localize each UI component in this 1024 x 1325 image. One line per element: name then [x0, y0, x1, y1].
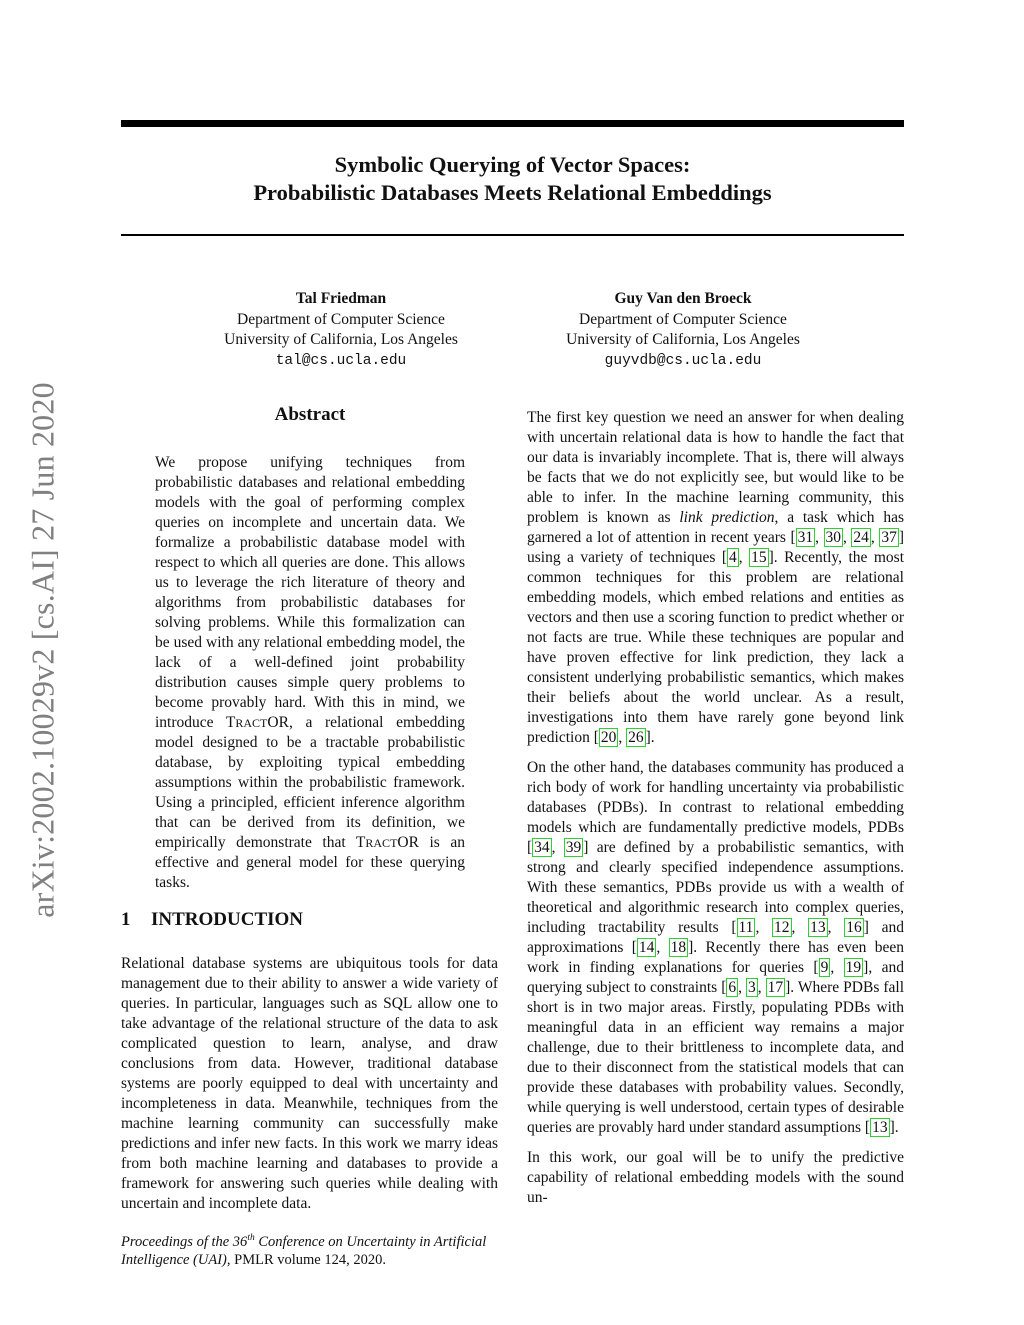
citation-link[interactable]: 24 [853, 529, 869, 546]
footnote-part: Conference on Uncertainty in Artificial Intelligence (UAI) [121, 1233, 487, 1268]
footnote-part: Proceedings of the 36 [121, 1233, 248, 1250]
right-column [527, 408, 904, 1218]
text-run: ], and querying subject to constraints [ [527, 959, 905, 996]
text-run: ]. Recently, the most common techniques for this problem are relational embedding models, which embed relations and entities as vectors and then use a scoring function to predict whether or not facts are true. While these techniques are popular and have proven effective for link prediction, they lack a consistent underlying probabilistic semantics, which makes their beliefs about the world unclear. As a result, investigations into them have rarely gone beyond link prediction [ [527, 549, 904, 746]
author-department: Department of Computer Science [237, 310, 445, 328]
author-university: University of California, Los Angeles [224, 331, 458, 348]
top-rule [121, 120, 904, 127]
citation-link[interactable]: 14 [638, 939, 655, 956]
citation-link[interactable]: 19 [845, 959, 862, 976]
tractor-name [226, 714, 289, 731]
citation-link[interactable]: 4 [729, 549, 737, 566]
paragraph-probabilistic-databases: On the other hand, the databases community has produced a rich body of work for handling uncertainty via probabilistic databases (PDBs). In contrast to relational embedding models which are fundamentally predictive models, PDBs [ 34 , 39 ] are defined by a probabilistic semantics, with strong and clearly specified independence assumptions. With these semantics, PDBs provide us with a wealth of theoretical and algorithmic research into complex queries, including tractability results [ 11 , 12 , 13 , 16 ] and approximations [ 14 , 18 ]. Recently there has even been work in finding explanations for queries [ 9 , 19 ], and querying subject to constraints [ 6 , 3 , 17 ]. Where PDBs fall short is in two major areas. Firstly, populating PDBs with meaningful data in an efficient way remains a major challenge, due to their brittleness to incomplete data, and due to their disconnect from the statistical models that can provide these databases with probability values. Secondly, while querying is well understood, certain types of desirable queries are provably hard under standard assumptions [ 13 ]. [527, 759, 905, 1136]
paper-title [121, 151, 904, 207]
tractor-smallcaps: RACT [235, 716, 268, 730]
tractor-suffix: OR [397, 834, 419, 851]
citation-link[interactable]: 16 [846, 919, 862, 936]
abstract-text-part: We propose unifying techniques from probabilistic databases and relational embedding models with the goal of performing complex queries on incomplete and uncertain data. We formalize a probabilistic database model with respect to which all queries are done. This allows us to leverage the rich literature of theory and algorithms from probabilistic databases for solving problems. While this formalization can be used with any relational embedding model, the lack of a well-defined joint probability distribution causes simple query problems to become provably hard. With this in mind, we introduce [155, 454, 465, 731]
tractor-name [356, 834, 419, 851]
citation-link[interactable]: 6 [728, 979, 737, 996]
citation-link[interactable]: 11 [738, 919, 754, 936]
title-line-1: Symbolic Querying of Vector Spaces: [334, 152, 691, 177]
title-bottom-rule [121, 234, 904, 236]
text-run: ] and approximations [ [527, 919, 905, 956]
author-name: Tal Friedman [295, 290, 387, 307]
text-run: On the other hand, the databases community has produced a rich body of work for handling uncertainty via probabilistic databases (PDBs). In contrast to relational embedding models which are fundamentally predictive models, PDBs [ [527, 759, 904, 856]
paragraph-link-prediction: The first key question we need an answer for when dealing with uncertain relational data is how to handle the fact that our data is invariably incomplete. That is, there will always be facts that we do not explicitly see, but would like to be able to infer. In the machine learning community, this problem is known as link prediction, a task which has garnered a lot of attention in recent years [ 31 , 30 , 24 , 37 ] using a variety of techniques [ 4 , 15 ]. Recently, the most common techniques for this problem are relational embedding models, which embed relations and entities as vectors and then use a scoring function to predict whether or not facts are true. While these techniques are popular and have proven effective for link prediction, they lack a consistent underlying probabilistic semantics, which makes their beliefs about the world unclear. As a result, investigations into them have rarely gone beyond link prediction [ 20 , 26 ]. [527, 409, 904, 746]
citation-link[interactable]: 26 [628, 729, 644, 746]
arxiv-stamp: arXiv:2002.10029v2 [cs.AI] 27 Jun 2020 [24, 382, 61, 918]
text-run: , a task which has garnered a lot of attention in recent years [ [527, 509, 904, 546]
introduction-text: Relational database systems are ubiquitous tools for data management due to their ability to answer a wide variety of queries. In particular, languages such as SQL allow one to take advantage of the relational structure of the data to ask complicated question to learn, analyse, and draw conclusions from data. However, traditional database systems are poorly equipped to deal with uncertainty and incompleteness in data. Meanwhile, techniques from the machine learning community can successfully make predictions and infer new facts. In this work we marry ideas from both machine learning and databases to provide a framework for answering such queries while dealing with uncertain and incomplete data. [121, 955, 498, 1212]
text-run: ]. [889, 1119, 899, 1136]
proceedings-footnote [121, 1229, 501, 1269]
footnote-part: , PMLR volume 124, 2020. [226, 1251, 386, 1268]
author-university: University of California, Los Angeles [566, 331, 800, 348]
citation-link[interactable]: 34 [534, 839, 550, 856]
abstract-text-part: , a relational embedding model designed to be a tractable probabilistic database, by exploiting typical embedding assumptions within the probabilistic framework. Using a principled, efficient inference algorithm that can be derived from its definition, we empirically demonstrate that [155, 714, 465, 851]
citation-link[interactable]: 18 [670, 939, 687, 956]
author-name: Guy Van den Broeck [614, 290, 752, 307]
citation-link[interactable]: 17 [767, 979, 784, 996]
tractor-initial: T [225, 714, 236, 731]
author-block-2 [523, 289, 843, 371]
emphasis-link-prediction: link prediction [679, 509, 775, 526]
author-email[interactable]: guyvdb@cs.ucla.edu [604, 352, 762, 369]
tractor-smallcaps: RACT [365, 836, 398, 850]
tractor-initial: T [355, 834, 366, 851]
author-block-1 [181, 289, 501, 371]
footnote-superscript: th [247, 1233, 255, 1243]
text-run: The first key question we need an answer for when dealing with uncertain relational data is how to handle the fact that our data is invariably incomplete. That is, there will always be facts that we do not explicitly see, but would like to be able to infer. In the machine learning community, this problem is known as [527, 409, 904, 526]
section-heading-introduction [121, 909, 501, 931]
citation-link[interactable]: 13 [872, 1119, 888, 1136]
citation-link[interactable]: 15 [751, 549, 767, 566]
citation-link[interactable]: 9 [820, 959, 829, 976]
abstract-text [155, 453, 465, 893]
text-run: ] are defined by a probabilistic semantics, with strong and clearly specified independence assumptions. With these semantics, PDBs provide us with a wealth of theoretical and algorithmic research into complex queries, including tractability results [ [527, 839, 904, 936]
text-run: ]. Recently there has even been work in finding explanations for queries [ [527, 939, 905, 976]
citation-link[interactable]: 31 [797, 529, 814, 546]
citation-link[interactable]: 30 [825, 529, 842, 546]
abstract-heading: Abstract [274, 404, 346, 425]
author-department: Department of Computer Science [579, 310, 787, 328]
section-number: 1 [121, 909, 131, 930]
paragraph-our-goal: In this work, our goal will be to unify the predictive capability of relational embedding models with the sound un- [527, 1149, 904, 1206]
section-title: INTRODUCTION [151, 909, 304, 930]
title-line-2: Probabilistic Databases Meets Relational Embeddings [253, 180, 772, 205]
text-run: ]. Where PDBs fall short is in two major areas. Firstly, populating PDBs with meaningful data in an efficient way remains a major challenge, due to their brittleness to incomplete data, and due to their disconnect from the statistical models that can provide these databases with probability values. Secondly, while querying is well understood, certain types of desirable queries are provably hard under standard assumptions [ [527, 979, 905, 1136]
tractor-suffix: OR [267, 714, 289, 731]
citation-link[interactable]: 39 [565, 839, 582, 856]
citation-link[interactable]: 3 [748, 979, 756, 996]
citation-link[interactable]: 12 [774, 919, 790, 936]
author-email[interactable]: tal@cs.ucla.edu [275, 352, 407, 369]
text-run: ]. [645, 729, 655, 746]
text-run: ] using a variety of techniques [ [527, 529, 904, 566]
citation-link[interactable]: 37 [881, 529, 897, 546]
abstract-text-part: is an effective and general model for these querying tasks. [155, 834, 465, 891]
citation-link[interactable]: 13 [810, 919, 826, 936]
citation-link[interactable]: 20 [600, 729, 617, 746]
